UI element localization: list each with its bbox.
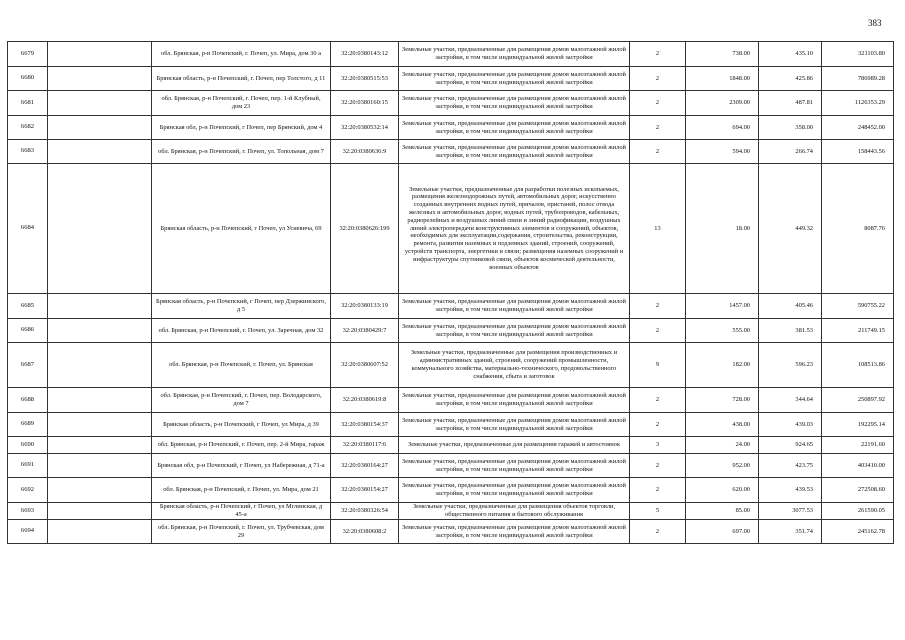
cell-address: обл. Брянская, р-н Почепский, г. Почеп, пер. 1-й Клубный, дом 23 (152, 91, 331, 116)
table-row (8, 42, 894, 67)
cell-cadastral-value: 22191.60 (822, 437, 894, 454)
cell-cadastral-value: 250897.92 (822, 388, 894, 413)
cell-empty (48, 140, 152, 164)
cell-use-group: 2 (630, 319, 686, 343)
cell-use-group: 2 (630, 454, 686, 478)
page-number: 383 (868, 18, 882, 28)
table-row (8, 520, 894, 544)
cell-cadastral-value: 8087.76 (822, 164, 894, 294)
cell-area: 594.00 (686, 140, 759, 164)
table-row (8, 319, 894, 343)
cell-row-number: 6683 (8, 140, 48, 164)
cell-row-number: 6689 (8, 413, 48, 437)
cell-empty (48, 388, 152, 413)
table-row (8, 388, 894, 413)
cell-cadastral-number: 32:20:0380607:52 (331, 343, 399, 388)
cell-cadastral-value: 272508.60 (822, 478, 894, 503)
cell-use-group: 2 (630, 478, 686, 503)
table-row (8, 116, 894, 140)
cell-empty (48, 116, 152, 140)
table-row (8, 67, 894, 91)
cell-specific-value: 449.32 (759, 164, 822, 294)
cell-specific-value: 423.75 (759, 454, 822, 478)
cell-address: обл. Брянская, р-н Почепский, г. Почеп, ул. Трубчевская, дом 29 (152, 520, 331, 544)
cell-use-group: 2 (630, 116, 686, 140)
table-row (8, 343, 894, 388)
cell-land-use-purpose: Земельные участки, предназначенные для размещения домов малоэтажной жилой застройки, в том числе индивидуальной жилой застройки (399, 413, 630, 437)
cell-use-group: 2 (630, 91, 686, 116)
cell-empty (48, 42, 152, 67)
cell-address: обл. Брянская, р-н Почепский, г. Почеп, пер. 2-й Мира, гараж (152, 437, 331, 454)
cell-use-group: 2 (630, 140, 686, 164)
cell-specific-value: 3077.53 (759, 503, 822, 520)
cell-cadastral-number: 32:20:0380160:15 (331, 91, 399, 116)
cell-specific-value: 405.46 (759, 294, 822, 319)
cell-land-use-purpose: Земельные участки, предназначенные для размещения домов малоэтажной жилой застройки, в том числе индивидуальной жилой застройки (399, 67, 630, 91)
cell-cadastral-number: 32:20:0380515:53 (331, 67, 399, 91)
table-row (8, 478, 894, 503)
cell-area: 555.00 (686, 319, 759, 343)
cell-address: Брянская область, р-н Почепский, г Почеп, пер Дзержинского, д 5 (152, 294, 331, 319)
cell-specific-value: 487.81 (759, 91, 822, 116)
cell-row-number: 6682 (8, 116, 48, 140)
cell-cadastral-value: 321103.80 (822, 42, 894, 67)
cell-use-group: 2 (630, 42, 686, 67)
cell-area: 18.00 (686, 164, 759, 294)
cell-area: 24.00 (686, 437, 759, 454)
cell-cadastral-number: 32:20:0380154:37 (331, 413, 399, 437)
cell-cadastral-value: 108513.86 (822, 343, 894, 388)
cell-row-number: 6685 (8, 294, 48, 319)
cell-row-number: 6690 (8, 437, 48, 454)
cell-use-group: 2 (630, 67, 686, 91)
cell-cadastral-number: 32:20:0380532:14 (331, 116, 399, 140)
cell-area: 438.00 (686, 413, 759, 437)
cell-land-use-purpose: Земельные участки, предназначенные для размещения домов малоэтажной жилой застройки, в том числе индивидуальной жилой застройки (399, 294, 630, 319)
cell-area: 738.00 (686, 42, 759, 67)
cell-cadastral-value: 211749.15 (822, 319, 894, 343)
cell-cadastral-number: 32:20:0380326:54 (331, 503, 399, 520)
cell-specific-value: 596.23 (759, 343, 822, 388)
table-row (8, 503, 894, 520)
cell-cadastral-value: 403410.00 (822, 454, 894, 478)
cell-land-use-purpose: Земельные участки, предназначенные для размещения домов малоэтажной жилой застройки, в том числе индивидуальной жилой застройки (399, 454, 630, 478)
cell-specific-value: 425.86 (759, 67, 822, 91)
table-row (8, 294, 894, 319)
cell-cadastral-number: 32:20:0380429:7 (331, 319, 399, 343)
cell-address: Брянская область, р-н Почепский, г. Почеп, пер Толстого, д 11 (152, 67, 331, 91)
cell-row-number: 6691 (8, 454, 48, 478)
cell-empty (48, 454, 152, 478)
cell-area: 728.00 (686, 388, 759, 413)
cell-row-number: 6686 (8, 319, 48, 343)
cell-empty (48, 520, 152, 544)
cell-area: 697.00 (686, 520, 759, 544)
cell-area: 620.00 (686, 478, 759, 503)
cell-specific-value: 924.65 (759, 437, 822, 454)
cell-empty (48, 164, 152, 294)
cell-specific-value: 358.00 (759, 116, 822, 140)
cell-row-number: 6679 (8, 42, 48, 67)
cell-empty (48, 91, 152, 116)
cell-cadastral-number: 32:20:0380164:27 (331, 454, 399, 478)
cell-cadastral-value: 245162.78 (822, 520, 894, 544)
cell-use-group: 3 (630, 437, 686, 454)
cell-area: 85.00 (686, 503, 759, 520)
cell-land-use-purpose: Земельные участки, предназначенные для размещения производственных и административных зданий, строений, сооружений промышленности, коммунального хозяйства, материально-технического, продовольственного снабжения, сбыта и заготовок (399, 343, 630, 388)
cell-use-group: 5 (630, 503, 686, 520)
cell-address: обл. Брянская, р-н Почепский, г. Почеп, ул. Топольная, дом 7 (152, 140, 331, 164)
cell-address: обл. Брянская, р-н Почепский, г. Почеп, ул. Брянская (152, 343, 331, 388)
cell-use-group: 13 (630, 164, 686, 294)
cell-cadastral-number: 32:20:0380143:12 (331, 42, 399, 67)
cell-address: обл. Брянская, р-н Почепский, г. Почеп, ул. Заречная, дом 32 (152, 319, 331, 343)
cell-specific-value: 351.74 (759, 520, 822, 544)
cell-land-use-purpose: Земельные участки, предназначенные для разработки полезных ископаемых, размещения железнодорожных путей, автомобильных дорог, искусственно созданных внутренних водных путей, причалов, пристаней, полос отвода железных и автомобильных дорог, водных путей, трубопроводов, кабельных, радиорелейных и воздушных линий связи и линий радиофикации, воздушных линий электропередачи конструктивных элементов и сооружений, объектов, необходимых для эксплуатации,содержания, строительства, реконструкции, ремонта, развития наземных и подземных зданий, строений, сооружений, устройств транспорта, энергетики и связи; размещения наземных сооружений и инфраструктуры спутниковой связи, объектов космической деятельности, военных объектов (399, 164, 630, 294)
cell-row-number: 6684 (8, 164, 48, 294)
cell-row-number: 6694 (8, 520, 48, 544)
table-row (8, 454, 894, 478)
cell-cadastral-value: 590755.22 (822, 294, 894, 319)
cell-land-use-purpose: Земельные участки, предназначенные для размещения домов малоэтажной жилой застройки, в том числе индивидуальной жилой застройки (399, 478, 630, 503)
cell-area: 1848.00 (686, 67, 759, 91)
cell-land-use-purpose: Земельные участки, предназначенные для размещения объектов торговли, общественного питания и бытового обслуживания (399, 503, 630, 520)
cell-specific-value: 439.53 (759, 478, 822, 503)
cell-land-use-purpose: Земельные участки, предназначенные для размещения домов малоэтажной жилой застройки, в том числе индивидуальной жилой застройки (399, 91, 630, 116)
cell-empty (48, 413, 152, 437)
cell-cadastral-number: 32:20:0380154:27 (331, 478, 399, 503)
cell-cadastral-value: 192295.14 (822, 413, 894, 437)
cell-land-use-purpose: Земельные участки, предназначенные для размещения домов малоэтажной жилой застройки, в том числе индивидуальной жилой застройки (399, 388, 630, 413)
cell-row-number: 6693 (8, 503, 48, 520)
cell-address: обл. Брянская, р-н Почепский, г. Почеп, ул. Мира, дом 30 а (152, 42, 331, 67)
cell-area: 952.00 (686, 454, 759, 478)
cell-specific-value: 266.74 (759, 140, 822, 164)
cell-empty (48, 294, 152, 319)
cell-specific-value: 435.10 (759, 42, 822, 67)
cell-address: обл. Брянская, р-н Почепский, г. Почеп, пер. Володарского, дом 7 (152, 388, 331, 413)
cell-address: обл. Брянская, р-н Почепский, г. Почеп, ул. Мира, дом 21 (152, 478, 331, 503)
cell-land-use-purpose: Земельные участки, предназначенные для размещения домов малоэтажной жилой застройки, в том числе индивидуальной жилой застройки (399, 520, 630, 544)
cell-specific-value: 381.53 (759, 319, 822, 343)
cell-use-group: 2 (630, 520, 686, 544)
cell-cadastral-value: 786989.28 (822, 67, 894, 91)
cell-cadastral-number: 32:20:0380636:9 (331, 140, 399, 164)
table-row (8, 140, 894, 164)
cell-use-group: 9 (630, 343, 686, 388)
cell-empty (48, 343, 152, 388)
cell-use-group: 2 (630, 294, 686, 319)
cell-row-number: 6681 (8, 91, 48, 116)
cell-land-use-purpose: Земельные участки, предназначенные для размещения домов малоэтажной жилой застройки, в том числе индивидуальной жилой застройки (399, 42, 630, 67)
cell-cadastral-value: 158443.56 (822, 140, 894, 164)
cell-land-use-purpose: Земельные участки, предназначенные для размещения домов малоэтажной жилой застройки, в том числе индивидуальной жилой застройки (399, 140, 630, 164)
cell-row-number: 6692 (8, 478, 48, 503)
cell-row-number: 6688 (8, 388, 48, 413)
cell-cadastral-value: 248452.00 (822, 116, 894, 140)
table-row (8, 91, 894, 116)
cell-specific-value: 439.03 (759, 413, 822, 437)
cell-address: Брянская область, р-н Почепский, г Почеп, ул Мглинская, д 45-а (152, 503, 331, 520)
cell-cadastral-number: 32:20:0380608:2 (331, 520, 399, 544)
cell-area: 1457.00 (686, 294, 759, 319)
cell-land-use-purpose: Земельные участки, предназначенные для размещения домов малоэтажной жилой застройки, в том числе индивидуальной жилой застройки (399, 116, 630, 140)
cell-cadastral-value: 261590.05 (822, 503, 894, 520)
cell-row-number: 6680 (8, 67, 48, 91)
cell-empty (48, 319, 152, 343)
cell-area: 694.00 (686, 116, 759, 140)
cell-address: Брянская обл, р-н Почепский, г Почеп, пер Брянский, дом 4 (152, 116, 331, 140)
cell-cadastral-number: 32:20:0380626:199 (331, 164, 399, 294)
table-row (8, 437, 894, 454)
cell-address: Брянская обл, р-н Почепский, г Почеп, ул Набережная, д 71-а (152, 454, 331, 478)
cell-land-use-purpose: Земельные участки, предназначенные для размещения домов малоэтажной жилой застройки, в том числе индивидуальной жилой застройки (399, 319, 630, 343)
cell-area: 182.00 (686, 343, 759, 388)
cell-empty (48, 503, 152, 520)
cell-cadastral-number: 32:20:0380133:19 (331, 294, 399, 319)
cell-area: 2309.00 (686, 91, 759, 116)
table-row (8, 164, 894, 294)
cell-land-use-purpose: Земельные участки, предназначенные для размещения гаражей и автостоянок (399, 437, 630, 454)
cell-specific-value: 344.64 (759, 388, 822, 413)
cell-use-group: 2 (630, 413, 686, 437)
cell-address: Брянская область, р-н Почепский, г Почеп, ул Мира, д 39 (152, 413, 331, 437)
table-row (8, 413, 894, 437)
cell-row-number: 6687 (8, 343, 48, 388)
cell-empty (48, 437, 152, 454)
cadastral-value-table (7, 41, 894, 544)
cell-address: Брянская область, р-н Почепский, г Почеп, ул Усиевича, 69 (152, 164, 331, 294)
cell-cadastral-number: 32:20:0380619:8 (331, 388, 399, 413)
table-body (8, 42, 894, 544)
cell-cadastral-value: 1126353.29 (822, 91, 894, 116)
cell-empty (48, 478, 152, 503)
cell-empty (48, 67, 152, 91)
cell-cadastral-number: 32:20:0380117:6 (331, 437, 399, 454)
cell-use-group: 2 (630, 388, 686, 413)
